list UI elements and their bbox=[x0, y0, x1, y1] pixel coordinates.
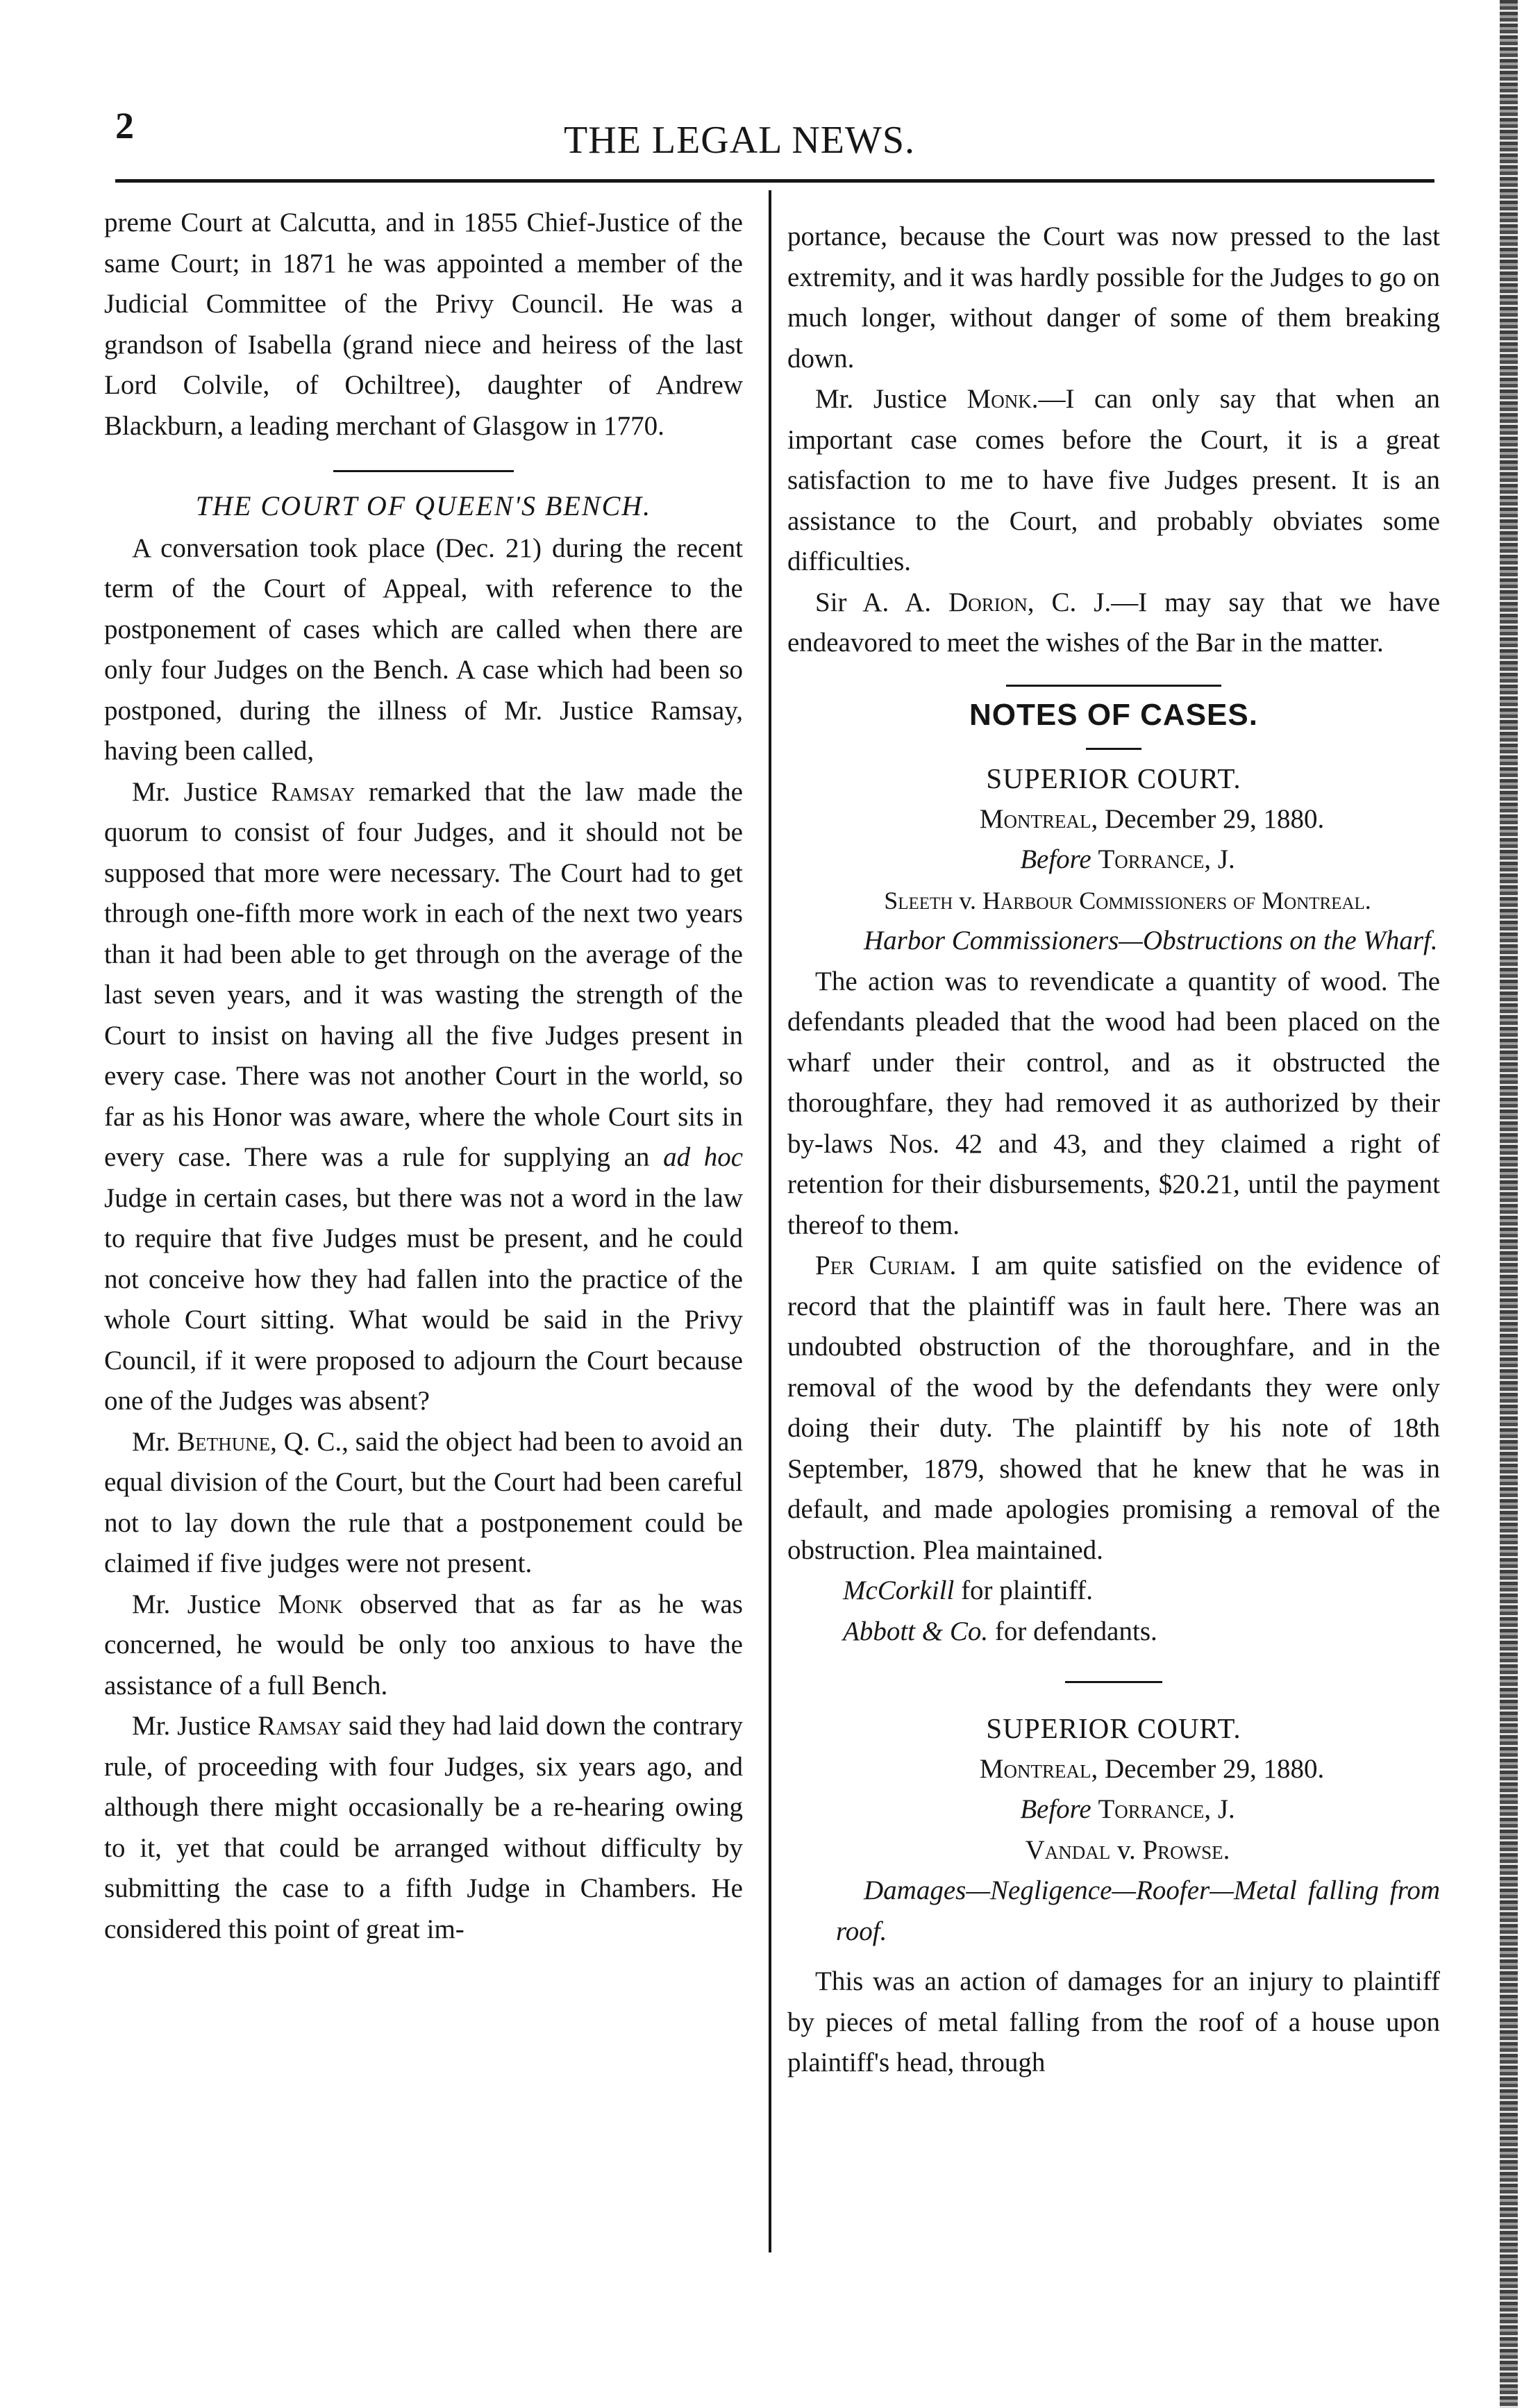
running-title: THE LEGAL NEWS. bbox=[564, 119, 915, 162]
short-rule bbox=[1086, 748, 1141, 750]
paragraph: The action was to revendicate a quantity of wood. The defendants pleaded that the wood had been placed on the wharf under their control, and as it obstructed the thoroughfare, they had removed it as authorized by their by-laws Nos. 42 and 43, and they claimed a right of retention for their disbursements, $20.21, until the payment thereof to them. bbox=[787, 966, 1440, 1240]
court-name: SUPERIOR COURT. bbox=[986, 1712, 1241, 1744]
dateline: Montreal, December 29, 1880. bbox=[979, 1753, 1325, 1784]
judge-line: Before Torrance, J. bbox=[1020, 844, 1235, 874]
notes-of-cases-title: NOTES OF CASES. bbox=[969, 697, 1258, 732]
obituary-continuation: preme Court at Calcutta, and in 1855 Chief-Justice of the same Court; in 1871 he was appointed a member of the Judicial Committee of the Privy Council. He was a grandson of Isabella (grand niece and heiress of the last Lord Colvile, of Ochiltree), daughter of Andrew Blackburn, a leading merchant of Glasgow in 1770. bbox=[104, 208, 743, 441]
section-rule bbox=[333, 470, 514, 472]
speaker-name: Monk bbox=[966, 384, 1032, 414]
paragraph: Sir A. A. Dorion, C. J.—I may say that we have endeavored to meet the wishes of the Bar in the matter. bbox=[787, 587, 1440, 658]
section-rule bbox=[1006, 685, 1221, 687]
left-column bbox=[104, 203, 743, 1950]
paragraph: Mr. Justice Ramsay remarked that the law made the quorum to consist of four Judges, and it should not be supposed that more were necessary. The Court had to get through one-fifth more work in each of the next two years than it had been able to get through on the average of the last seven years, and it was wasting the strength of the Court to insist on having all the five Judges present in every case. There was not another Court in the world, so far as his Honor was aware, where the whole Court sits in every case. There was a rule for supplying an ad hoc Judge in certain cases, but there was not a word in the law to require that five Judges must be present, and he could not conceive how they had fallen into the practice of the whole Court sitting. What would be said in the Privy Council, if it were proposed to adjourn the Court because one of the Judges was absent? bbox=[104, 776, 743, 1416]
right-column bbox=[787, 217, 1440, 2084]
speaker-name: Dorion bbox=[948, 587, 1028, 617]
case-subject: Damages—Negligence—Roofer—Metal falling from roof. bbox=[836, 1875, 1440, 1946]
court-name: SUPERIOR COURT. bbox=[986, 762, 1241, 794]
paragraph: Per Curiam. I am quite satisfied on the evidence of record that the plaintiff was in fault here. There was an undoubted obstruction of the thoroughfare, and in the removal of the wood by the defendants they were only doing their duty. The plaintiff by his note of 18th September, 1879, showed that he knew that he was in default, and made apologies promising a removal of the obstruction. Plea maintained. bbox=[787, 1251, 1440, 1565]
section-title: THE COURT OF QUEEN'S BENCH. bbox=[195, 490, 652, 521]
speaker-name: Ramsay bbox=[271, 776, 355, 807]
paragraph-continuation: portance, because the Court was now pressed to the last extremity, and it was hardly possible for the Judges to go on much longer, without danger of some of them breaking down. bbox=[787, 221, 1440, 374]
paragraph: Mr. Justice Ramsay said they had laid down the contrary rule, of proceeding with four Judges, six years ago, and although there might occasionally be a re-hearing owing to it, yet that could be arranged without difficulty by submitting the case to a fifth Judge in Chambers. He considered this point of great im- bbox=[104, 1711, 744, 1944]
page-number: 2 bbox=[115, 105, 134, 147]
page-edge-shadow bbox=[1500, 0, 1518, 2408]
paragraph: Mr. Bethune, Q. C., said the object had been to avoid an equal division of the Court, but the Court had been careful not to lay down the rule that a postponement could be claimed if five judges were not present. bbox=[104, 1426, 743, 1578]
speaker-name: Ramsay bbox=[258, 1711, 342, 1741]
speaker-name: Monk bbox=[278, 1589, 343, 1619]
dateline: Montreal, December 29, 1880. bbox=[979, 803, 1325, 834]
paragraph: Mr. Justice Monk.—I can only say that when an important case comes before the Court, it is a great satisfaction to me to have five Judges present. It is an assistance to the Court, and probably obviates some difficulties. bbox=[787, 384, 1440, 576]
speaker-name: Bethune bbox=[177, 1426, 271, 1457]
counsel-line: McCorkill for plaintiff. bbox=[843, 1575, 1093, 1605]
paragraph: Mr. Justice Monk observed that as far as he was concerned, he would be only too anxious to have the assistance of a full Bench. bbox=[104, 1589, 743, 1700]
paragraph: This was an action of damages for an injury to plaintiff by pieces of metal falling from the roof of a house upon plaintiff's head, through bbox=[787, 1966, 1440, 2077]
section-rule bbox=[1065, 1681, 1162, 1683]
case-subject: Harbor Commissioners—Obstructions on the Wharf. bbox=[864, 926, 1438, 955]
counsel-line: Abbott & Co. for defendants. bbox=[843, 1616, 1157, 1646]
judge-line: Before Torrance, J. bbox=[1020, 1794, 1235, 1824]
header-rule bbox=[115, 179, 1434, 183]
case-title: Sleeth v. Harbour Commissioners of Montreal. bbox=[884, 886, 1371, 914]
case-title: Vandal v. Prowse. bbox=[1025, 1834, 1230, 1865]
column-divider bbox=[769, 190, 771, 2252]
paragraph: A conversation took place (Dec. 21) during the recent term of the Court of Appeal, with reference to the postponement of cases which are called when there are only four Judges on the Bench. A case which had been so postponed, during the illness of Mr. Justice Ramsay, having been called, bbox=[104, 533, 743, 766]
per-curiam: Per Curiam. bbox=[815, 1251, 957, 1280]
